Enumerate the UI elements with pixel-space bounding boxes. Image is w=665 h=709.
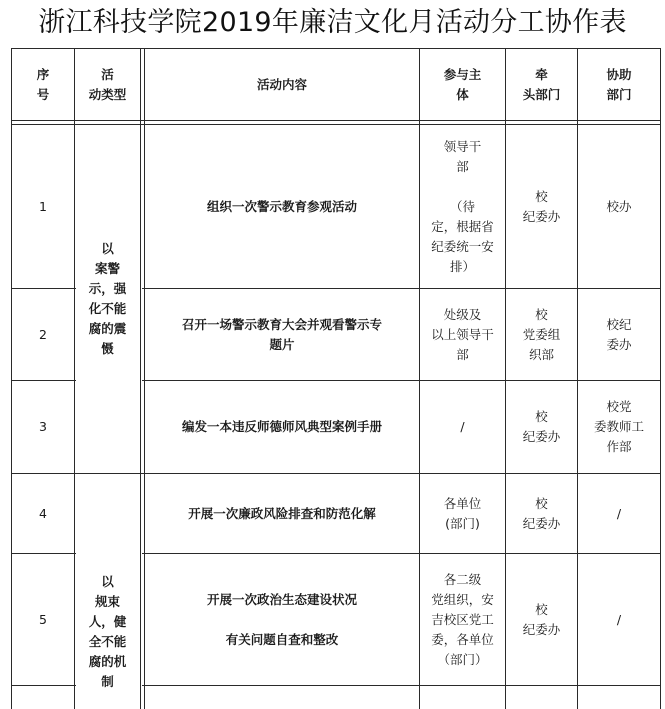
group-label-mechanism: 以 规束 人，健 全不能 腐的机 制 (88, 573, 127, 689)
row-content: 组织一次警示教育参观活动 (206, 198, 357, 214)
row-assist-dept: 校办 (606, 198, 632, 214)
row-seq: 3 (39, 419, 47, 434)
row-content: 召开一场警示教育大会并观看警示专 题片 (181, 316, 382, 352)
row-content: 开展一次廉政风险排查和防范化解 (188, 505, 376, 521)
row-participants: 各单位 (部门) (443, 495, 482, 531)
row-seq (12, 686, 74, 709)
table-rule (11, 120, 661, 121)
row-content: 编发一本违反师德师风典型案例手册 (181, 419, 382, 434)
row-participants: 领导干 部 （待 定，根据省 纪委统一安 排） (431, 138, 494, 274)
row-participants: 各二级 党组织，安 吉校区党工 委，各单位 （部门） (431, 571, 494, 667)
row-participants (420, 686, 505, 709)
header-assist-dept: 协助 部门 (606, 66, 632, 102)
header-participants: 参与主 体 (443, 66, 482, 102)
table-rule (140, 48, 141, 709)
row-seq: 1 (39, 198, 47, 214)
row-lead-dept: 校 纪委办 (522, 601, 561, 637)
document-title: 浙江科技学院2019年廉洁文化月活动分工协作表 (38, 7, 627, 38)
row-content (145, 686, 419, 709)
row-assist-dept: / (616, 611, 622, 627)
header-activity-content: 活动内容 (256, 76, 307, 92)
row-assist-dept: / (616, 505, 622, 521)
row-participants: / (460, 419, 465, 434)
row-seq: 2 (39, 326, 47, 342)
row-assist-dept: 校党 委教师工 作部 (593, 399, 644, 454)
table-rule (660, 48, 661, 709)
row-lead-dept: 校 党委组 织部 (522, 306, 561, 362)
row-content: 开展一次政治生态建设状况 有关问题自查和整改 (206, 591, 357, 647)
row-lead-dept: 校 纪委办 (522, 188, 561, 224)
row-seq: 4 (39, 505, 47, 521)
row-participants: 处级及 以上领导干 部 (431, 306, 494, 362)
header-seq: 序 号 (36, 66, 50, 102)
row-lead-dept: 校 纪委办 (522, 409, 561, 444)
header-lead-dept: 牵 头部门 (522, 66, 561, 102)
row-assist-dept (578, 686, 660, 709)
row-lead-dept (506, 686, 577, 709)
row-seq: 5 (39, 611, 47, 627)
group-label-deterrence: 以 案警 示，强 化不能 腐的震 慑 (88, 241, 127, 356)
row-lead-dept: 校 纪委办 (522, 495, 561, 531)
assignment-table (11, 48, 661, 709)
header-activity-type: 活 动类型 (88, 66, 127, 102)
row-assist-dept: 校纪 委办 (606, 316, 632, 352)
